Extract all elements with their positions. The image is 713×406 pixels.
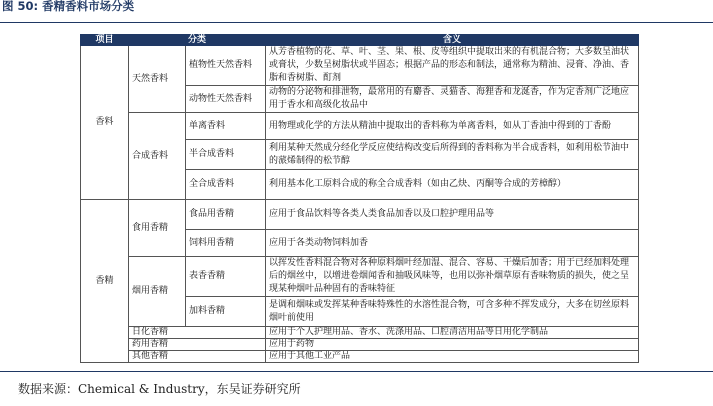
cell-banhecheng: 半合成香料	[186, 140, 266, 170]
table-header-row	[81, 35, 639, 46]
cell-dandan: 单离香料	[186, 113, 266, 140]
cell-dongwu: 动物性天然香料	[186, 86, 266, 113]
cell-shipin-desc: 应用于食品饮料等各类人类食品加香以及口腔护理用品等	[266, 200, 639, 230]
cell-quanhecheng-desc: 利用基本化工原料合成的称全合成香料（如由乙炔、丙酮等合成的芳樟醇）	[266, 170, 639, 200]
table-row	[81, 113, 639, 140]
cell-shipin: 食品用香精	[186, 200, 266, 230]
classification-table	[80, 34, 639, 363]
table-row	[81, 46, 639, 86]
cell-biaoxiang-desc: 以挥发性香料混合物对各种原料烟叶经加湿、混合、容易、干燥后加香；用于已经加料处理后的烟丝中，以增进卷烟闻香和抽吸风味等，也用以弥补烟草原有香味物质的损失，使之呈现某种烟叶品种固有的香味特征	[266, 257, 639, 297]
cell-rihua: 日化香精	[129, 327, 266, 339]
table-row	[81, 351, 639, 363]
table-row	[81, 327, 639, 339]
row-group-xiangliao: 香料	[81, 46, 129, 200]
cell-siliao-desc: 应用于各类动物饲料加香	[266, 230, 639, 257]
figure-title: 图 50: 香精香料市场分类	[2, 0, 135, 13]
cell-jialiao: 加料香精	[186, 297, 266, 327]
cell-qita-desc: 应用于其他工业产品	[266, 351, 639, 363]
bottom-divider	[0, 371, 713, 372]
source-note: 数据来源：Chemical & Industry，东吴证券研究所	[18, 382, 301, 396]
cell-dandan-desc: 用物理或化学的方法从精油中提取出的香料称为单离香料，如从丁香油中得到的丁香酚	[266, 113, 639, 140]
subgroup-tianran: 天然香料	[129, 46, 186, 113]
header-meaning: 含义	[266, 35, 639, 46]
cell-siliao: 饲料用香精	[186, 230, 266, 257]
table-row	[81, 200, 639, 230]
header-item: 项目	[81, 35, 129, 46]
cell-quanhecheng: 全合成香料	[186, 170, 266, 200]
title-divider	[0, 22, 713, 23]
cell-dongwu-desc: 动物的分泌物和排泄物，最常用的有麝香、灵猫香、海狸香和龙涎香，作为定香剂广泛地应用于香水和高级化妆品中	[266, 86, 639, 113]
table-row	[81, 339, 639, 351]
cell-qita: 其他香精	[129, 351, 266, 363]
cell-yaoyong: 药用香精	[129, 339, 266, 351]
cell-rihua-desc: 应用于个人护理用品、香水、洗涤用品、口腔清洁用品等日用化学制品	[266, 327, 639, 339]
cell-zhiwu: 植物性天然香料	[186, 46, 266, 86]
table-row	[81, 257, 639, 297]
cell-biaoxiang: 表香香精	[186, 257, 266, 297]
cell-banhecheng-desc: 利用某种天然成分经化学反应使结构改变后所得到的香料称为半合成香料，如利用松节油中的蒎烯制得的松节醇	[266, 140, 639, 170]
subgroup-hecheng: 合成香料	[129, 113, 186, 200]
subgroup-yancao: 烟用香精	[129, 257, 186, 327]
header-category: 分类	[129, 35, 266, 46]
cell-yaoyong-desc: 应用于药物	[266, 339, 639, 351]
cell-jialiao-desc: 是调和烟味或发挥某种香味特殊性的水溶性混合物，可含多种不挥发成分，大多在切丝原料烟叶前使用	[266, 297, 639, 327]
subgroup-shiyong: 食用香精	[129, 200, 186, 257]
row-group-xiangjing: 香精	[81, 200, 129, 363]
cell-zhiwu-desc: 从芳香植物的花、草、叶、茎、果、根、皮等组织中提取出来的有机混合物；大多数呈油状或膏状，少数呈树脂状或半固态；根据产品的形态和制法，通常称为精油、浸膏、净油、香脂和香树脂、酊剂	[266, 46, 639, 86]
